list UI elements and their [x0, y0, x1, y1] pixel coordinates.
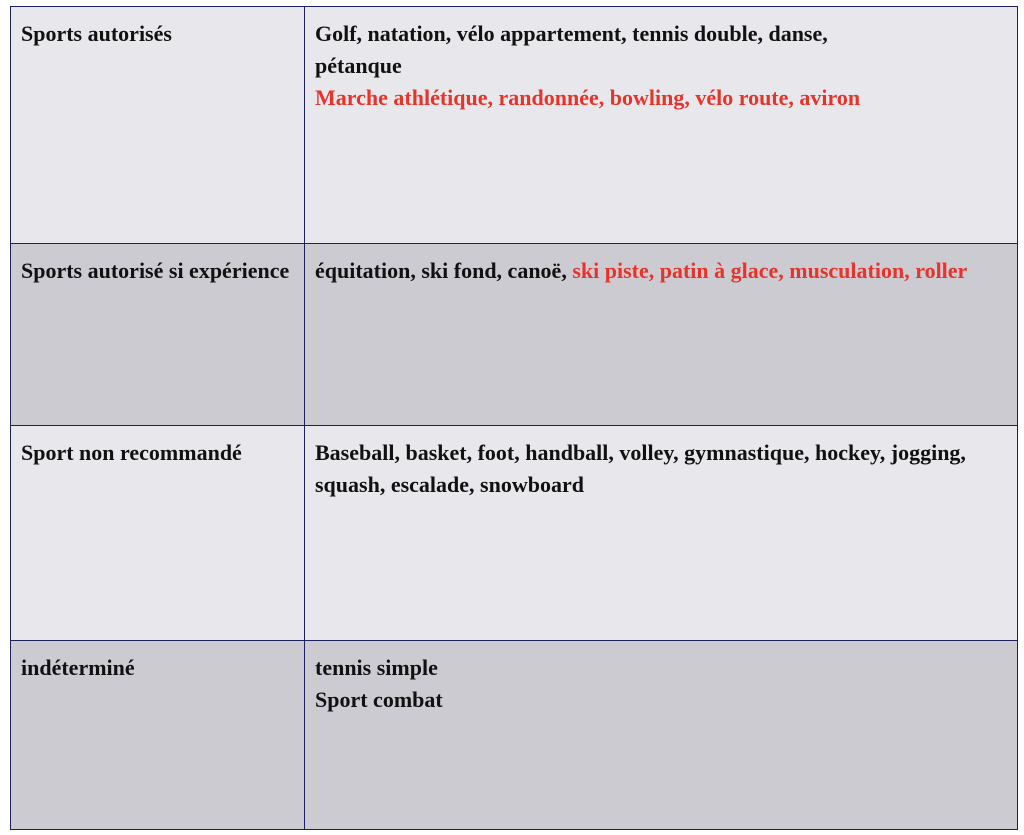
row-label: Sports autorisés — [21, 21, 172, 46]
row-content-cell — [305, 426, 1018, 641]
table-row-authorized — [11, 7, 1018, 244]
content-text: équitation, ski fond, canoë, — [315, 258, 573, 283]
row-content-cell — [305, 244, 1018, 426]
content-line: pétanque — [315, 53, 402, 78]
table-row-experience — [11, 244, 1018, 426]
table-row-undetermined — [11, 641, 1018, 830]
row-label-cell — [11, 244, 305, 426]
row-label-cell — [11, 641, 305, 830]
row-content-cell — [305, 7, 1018, 244]
sports-table — [10, 6, 1018, 830]
row-label: indéterminé — [21, 655, 135, 680]
row-content-cell — [305, 641, 1018, 830]
row-label: Sports autorisé si expérience — [21, 258, 290, 283]
row-label-cell — [11, 426, 305, 641]
content-line-highlight: Marche athlétique, randonnée, bowling, vélo route, aviron — [315, 85, 861, 110]
table-row-not-recommended — [11, 426, 1018, 641]
content-line: tennis simple — [315, 655, 438, 680]
content-text: Baseball, basket, foot, handball, volley, gymnastique, hockey, jogging, squash, escalade, snowboard — [315, 440, 966, 497]
content-line: Sport combat — [315, 687, 443, 712]
content-text-highlight: ski piste, patin à glace, musculation, roller — [572, 258, 968, 283]
row-label: Sport non recommandé — [21, 440, 242, 465]
row-label-cell — [11, 7, 305, 244]
content-line: Golf, natation, vélo appartement, tennis double, danse, — [315, 21, 828, 46]
